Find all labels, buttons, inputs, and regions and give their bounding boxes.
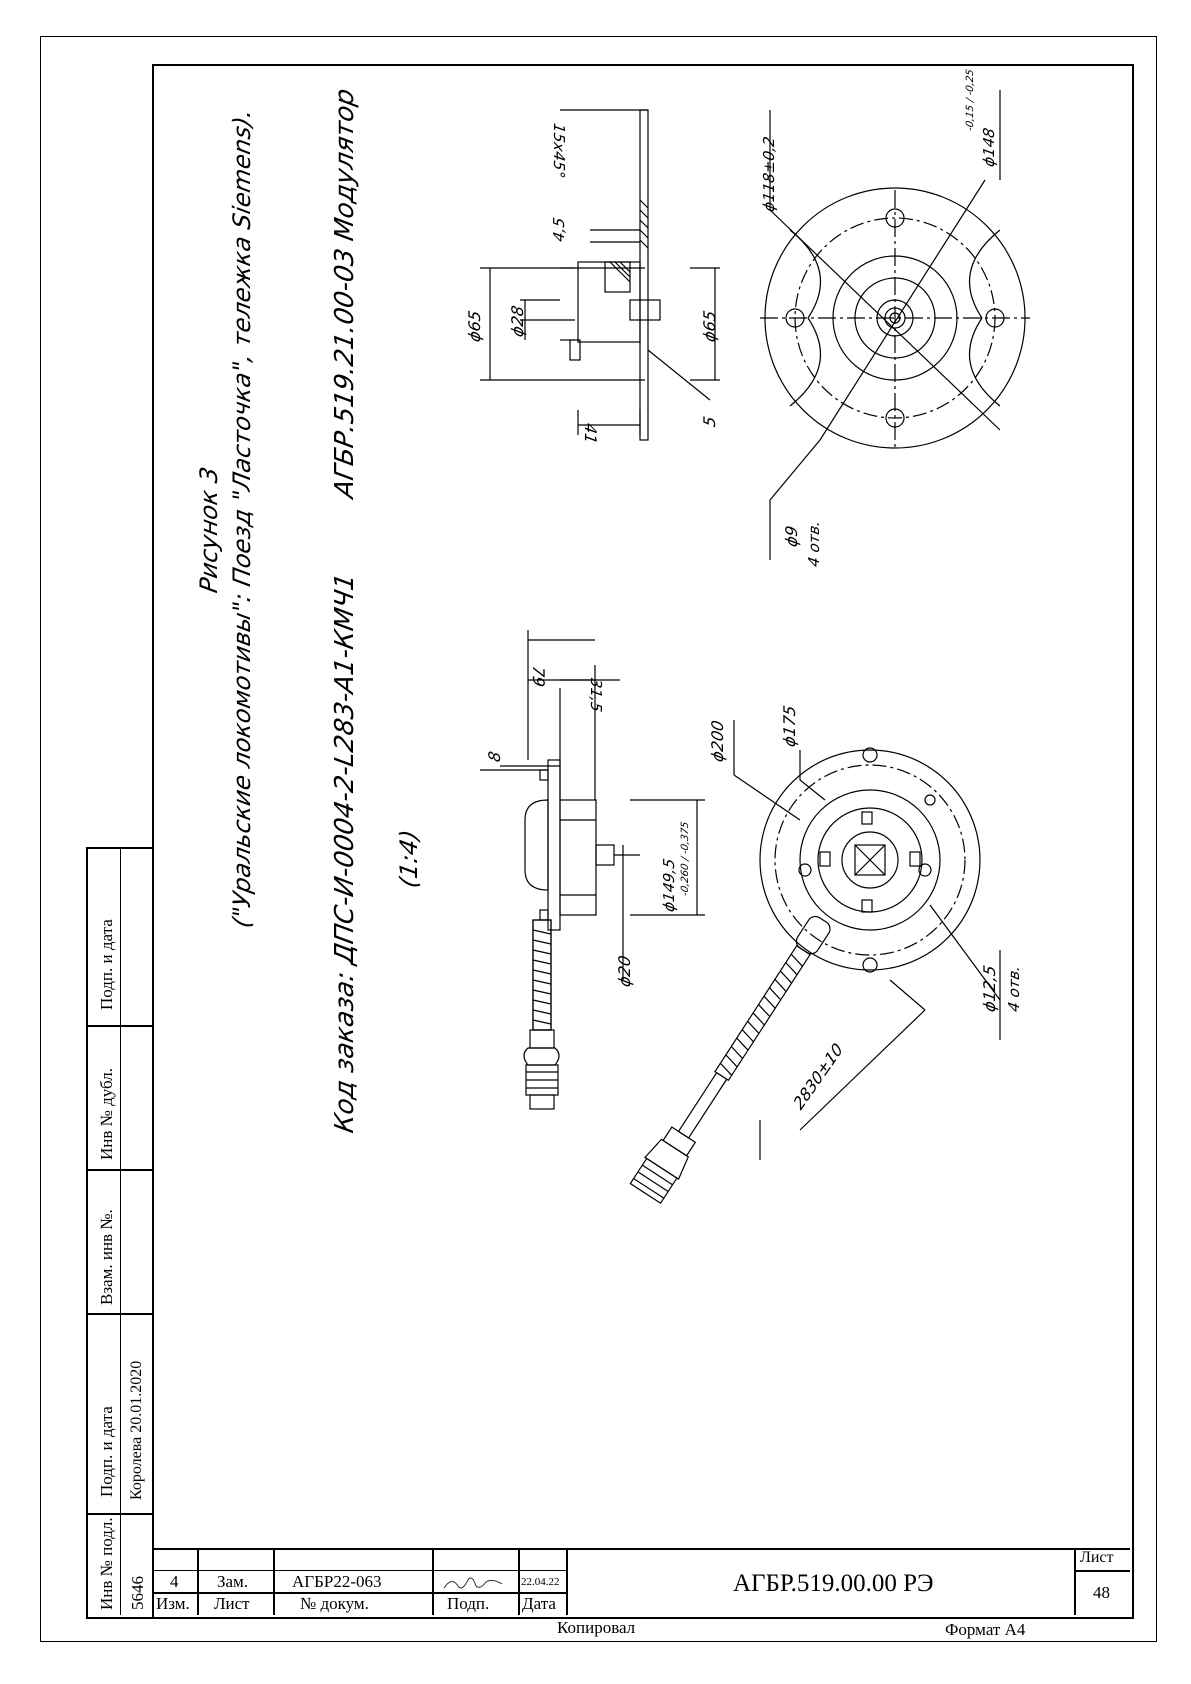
tb-doc-label: № докум.	[300, 1594, 369, 1613]
dim-d118: ϕ118±0,2	[760, 135, 778, 214]
dim-d200: ϕ200	[708, 718, 727, 764]
dim-w8: 8	[485, 749, 504, 764]
side-label-inv-podl: Инв № подл.	[97, 1517, 116, 1610]
dim-d175: ϕ175	[780, 703, 799, 749]
side-label-podp-data-bottom: Подп. и дата	[97, 1406, 116, 1497]
dim-t45: 4,5	[550, 216, 568, 244]
figure-caption: Рисунок 3	[195, 464, 223, 595]
scale-label: (1:4)	[395, 827, 423, 890]
side-label-podp-data-top: Подп. и дата	[97, 919, 116, 1010]
tb-izm-label: Изм.	[156, 1594, 190, 1613]
figure-project: ("Уральские локомотивы": Поезд "Ласточка", тележка Siemens).	[228, 106, 256, 930]
tb-list-label: Лист	[214, 1594, 250, 1613]
dim-d125: ϕ12,5	[980, 963, 999, 1014]
dim-d28: ϕ28	[508, 304, 527, 339]
sensor-front-view	[629, 720, 1000, 1204]
dim-t5: 5	[700, 414, 719, 429]
tb-izm-value: 4	[170, 1572, 179, 1591]
dim-d148-tol: -0,15 / -0,25	[965, 68, 976, 132]
dim-chamfer: 15x45°	[550, 121, 568, 180]
dim-w31: 31,5	[587, 676, 605, 714]
tb-date-value: 22.04.22	[521, 1576, 560, 1588]
tb-doc-value: АГБР22-063	[292, 1572, 382, 1591]
dim-d65-left: ϕ65	[465, 309, 484, 344]
side-label-vzam: Взам. инв №.	[97, 1209, 116, 1305]
modulator-title: АГБР.519.21.00-03 Модулятор	[330, 86, 360, 501]
modulator-side-view	[480, 110, 720, 440]
dim-cable-length: 2830±10	[790, 1038, 847, 1114]
document-designation: АГБР.519.00.00 РЭ	[733, 1570, 934, 1597]
order-code: Код заказа: ДПС-И-0004-2-L283-А1-КМЧ1	[330, 571, 360, 1136]
side-value-inv: 5646	[128, 1576, 147, 1610]
tb-sheet-label: Лист	[1080, 1549, 1114, 1566]
side-label-inv-dubl: Инв № дубл.	[97, 1067, 116, 1160]
dim-d148: ϕ148	[980, 126, 998, 169]
dim-modulator-holes: 4 отв.	[805, 519, 823, 569]
dim-d9: ϕ9	[782, 524, 801, 549]
footer-copied: Копировал	[557, 1618, 636, 1637]
dim-d65-right: ϕ65	[700, 309, 719, 344]
tb-list-value: Зам.	[217, 1572, 249, 1591]
dim-w79: 79	[529, 664, 548, 689]
dim-d20: ϕ20	[615, 954, 634, 989]
tb-sheet-number: 48	[1093, 1583, 1110, 1602]
tb-date-label: Дата	[522, 1594, 556, 1613]
footer-format: Формат А4	[945, 1620, 1026, 1639]
dim-d149: ϕ149,5	[660, 857, 678, 914]
dim-d149-tol: -0,260 / -0,375	[680, 820, 691, 897]
dim-sensor-holes: 4 отв.	[1005, 964, 1023, 1014]
tb-sign-label: Подп.	[447, 1594, 490, 1613]
dim-w41: 41	[581, 421, 600, 446]
signature-mark	[440, 1572, 510, 1594]
side-value-signature: Королева 20.01.2020	[128, 1360, 145, 1500]
